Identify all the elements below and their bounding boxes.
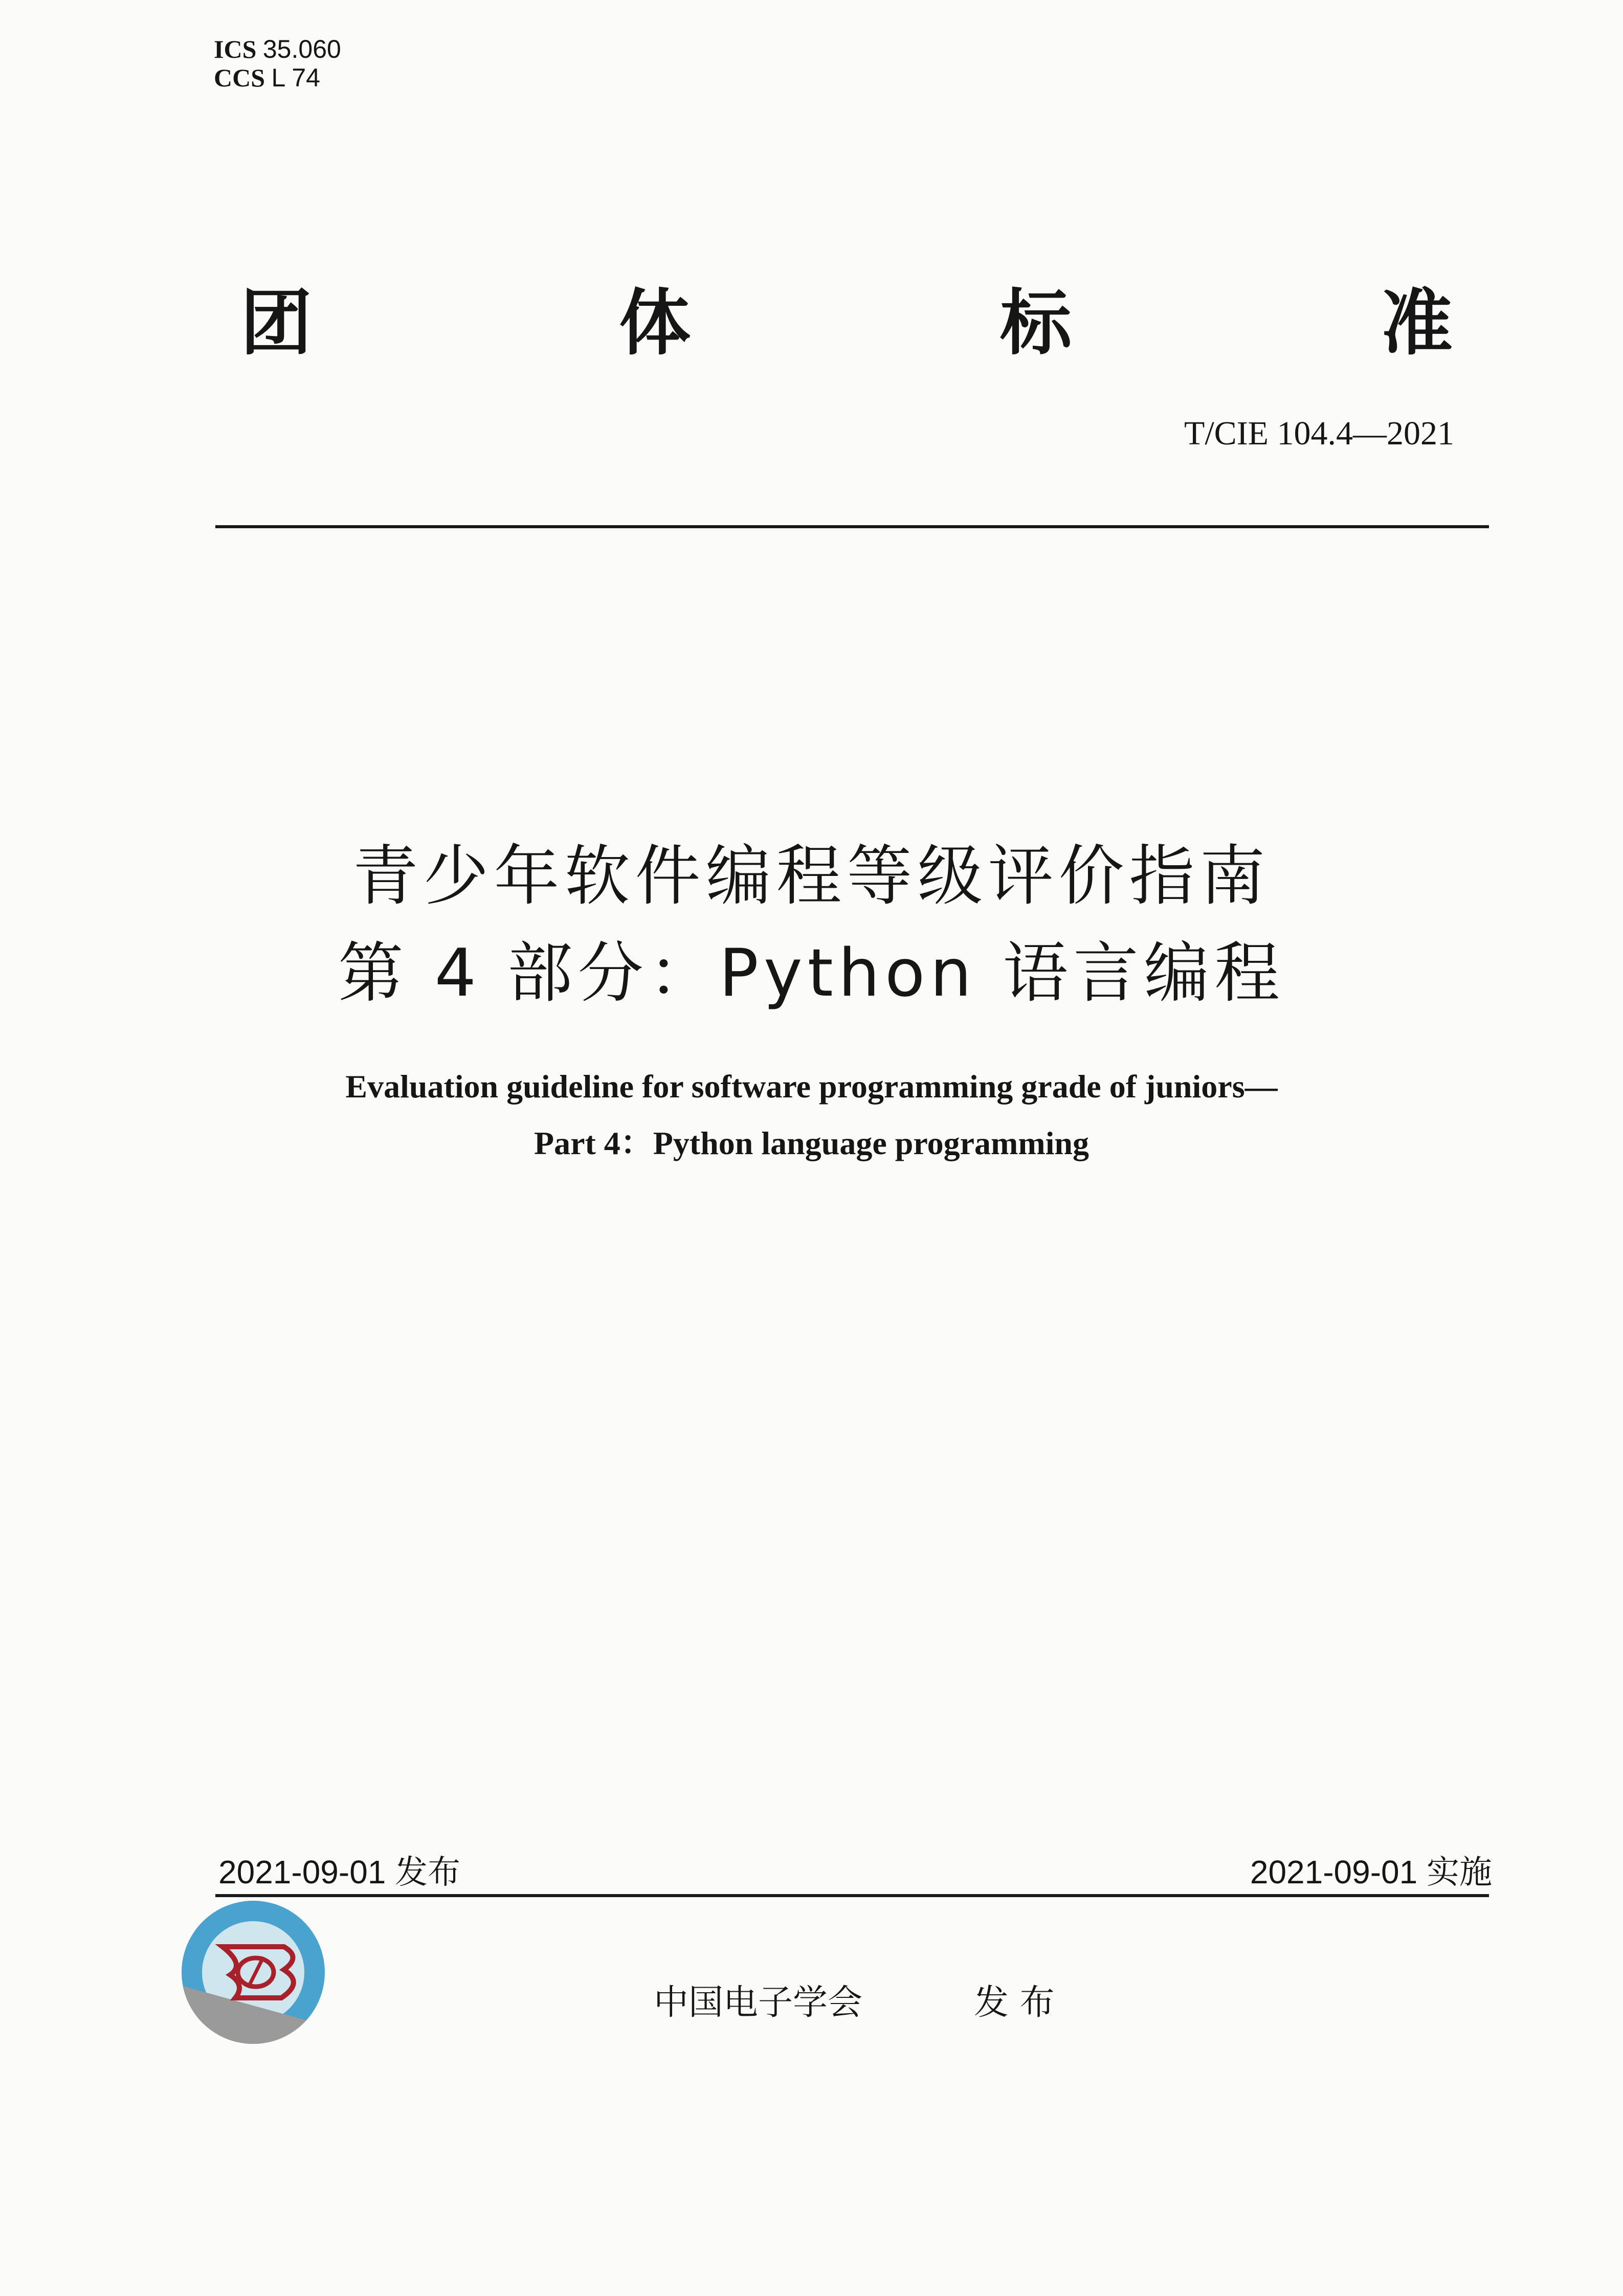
publisher-name: 中国电子学会 (654, 1983, 863, 2023)
ccs-label: CCS (214, 63, 265, 92)
issue-date: 2021-09-01 发布 (218, 1854, 461, 1890)
title-en-line2: Part 4：Python language programming (533, 1125, 1090, 1161)
category-char-1: 团 (240, 282, 313, 365)
ics-label: ICS (214, 35, 257, 63)
ccs-code: L 74 (271, 63, 320, 92)
stamp-seal-icon (179, 1898, 327, 2046)
standard-number: T/CIE 104.4—2021 (1184, 415, 1454, 452)
category-char-4: 准 (1381, 282, 1453, 365)
title-en-line1: Evaluation guideline for software programming grade of juniors— (345, 1068, 1278, 1105)
category-char-3: 标 (1000, 282, 1072, 365)
category-char-2: 体 (619, 282, 691, 365)
top-divider (215, 525, 1489, 528)
title-cn-line2: 第 4 部分：Python 语言编程 (338, 935, 1285, 1011)
anti-counterfeit-stamp (179, 1898, 327, 2046)
publisher-action: 发 布 (974, 1983, 1055, 2023)
implement-date: 2021-09-01 实施 (1250, 1854, 1492, 1890)
ics-code: 35.060 (262, 35, 341, 63)
bottom-divider (215, 1894, 1489, 1897)
title-cn-line1: 青少年软件编程等级评价指南 (352, 838, 1271, 914)
classification-codes (214, 35, 341, 92)
